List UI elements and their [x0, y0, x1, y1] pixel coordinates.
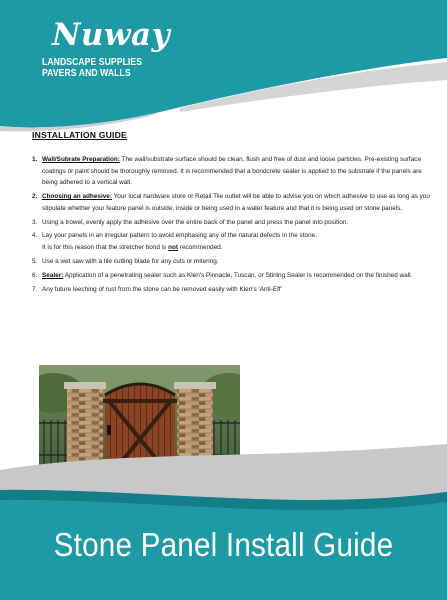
- guide-title: INSTALLATION GUIDE: [32, 130, 127, 140]
- step-7: [32, 284, 437, 296]
- footer-title: Stone Panel Install Guide: [53, 526, 394, 563]
- installation-guide: [32, 130, 437, 298]
- step-2: [32, 191, 437, 214]
- step-heading: Wall/Subrate Preparation:: [42, 156, 120, 163]
- step-text: Application of a penetrating sealer such as Klen's Pinnacle, Tuscan, or Stirling Sealer is recommended on the finished wall.: [63, 271, 413, 279]
- logo-wordmark: Nuway: [52, 17, 171, 53]
- step-3: [32, 217, 437, 229]
- step-number: 6.: [32, 271, 38, 279]
- step-number: 1.: [32, 156, 38, 163]
- step-number: 7.: [32, 285, 38, 293]
- step-text: Your local hardware store or Retail Tile outlet will be able to advise you on which adhesive to use as long as you stipulate whether your feature panel is outside, inside or being used in a water feature and that it is being used on stone panels.: [42, 193, 430, 212]
- step-5: [32, 256, 437, 268]
- step-1: [32, 154, 437, 189]
- footer-background: [0, 430, 447, 600]
- logo-tagline-line2: PAVERS AND WALLS: [42, 67, 131, 79]
- step-text: Any future leeching of rust from the stone can be removed easily with Klen's 'Anti-Eff': [42, 285, 282, 293]
- step-number: 4.: [32, 232, 38, 240]
- step-heading: Choosing an adhesive:: [42, 193, 112, 201]
- step-number: 3.: [32, 218, 38, 226]
- step-text: The wall/substrate surface should be clean, flush and free of dust and loose particles. Pre-existing surface coatings or paint should be thoroughly removed. It is recommended that a bondcrete sealer is applied to the substrate if the panels are being adhered to a vertical wall.: [42, 156, 422, 187]
- step-number: 2.: [32, 193, 38, 201]
- note-text: It is for this reason that the stretcher bond is: [42, 244, 169, 252]
- note-text-end: recommended.: [178, 244, 223, 252]
- step-number: 5.: [32, 257, 38, 265]
- step-4: [32, 230, 437, 253]
- step-6: [32, 270, 437, 282]
- step-heading: Sealer:: [42, 271, 64, 279]
- step-text: Lay your panels in an irregular pattern to avoid emphasing any of the natural defects in the stone.: [42, 232, 317, 240]
- note-emphasis: not: [168, 244, 179, 252]
- step-text: Using a trowel, evenly apply the adhesive over the entire back of the panel and press the panel into position.: [42, 218, 349, 226]
- steps-list: [32, 154, 437, 295]
- step-text: Use a wet saw with a tile cutting blade for any cuts or mitering.: [42, 257, 219, 265]
- logo-tagline-line1: LANDSCAPE SUPPLIES: [42, 56, 143, 68]
- step-note: [42, 242, 437, 254]
- nuway-logo: [42, 18, 172, 79]
